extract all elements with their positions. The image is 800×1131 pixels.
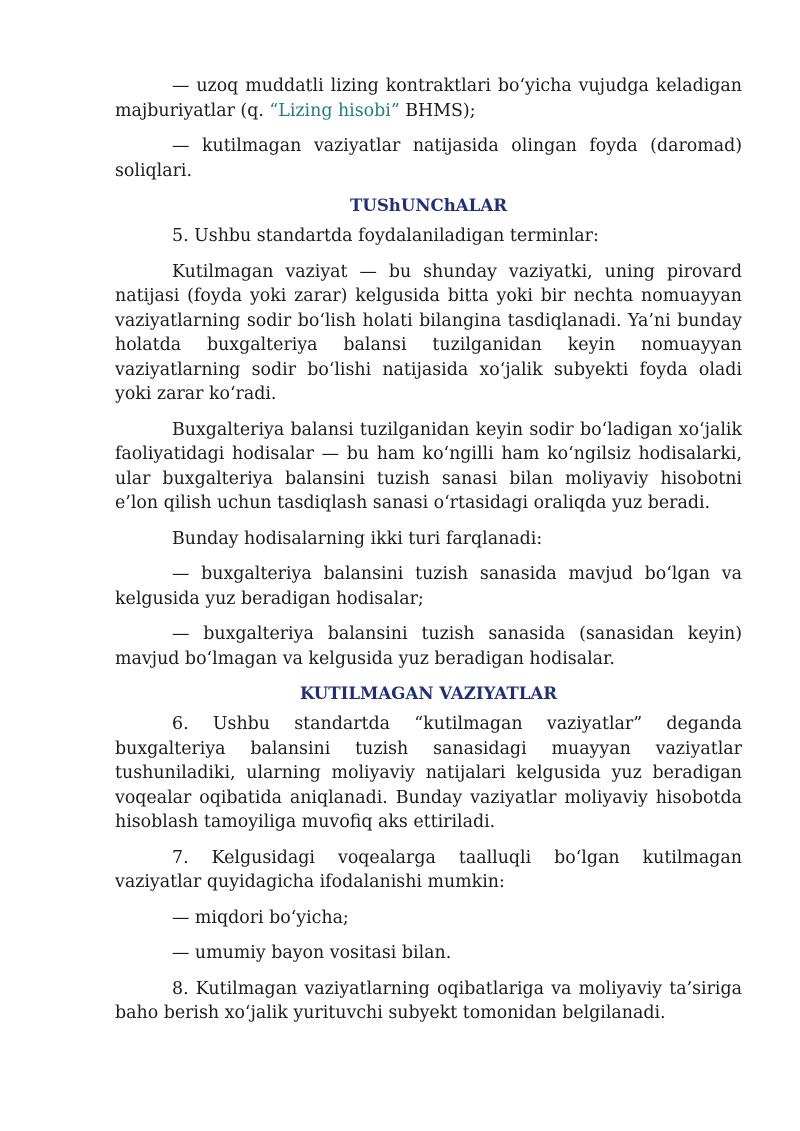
lizing-hisobi-link[interactable]: “Lizing hisobi” [269, 100, 400, 121]
paragraph-terms-intro: 5. Ushbu standartda foydalaniladigan terminlar: [172, 226, 599, 246]
paragraph-events-after-balance: Buxgalteriya balansi tuzilganidan keyin sodir bo‘ladigan xo‘jalik faoliyatidagi hodisalar — bu ham ko‘ngilli ham ko‘ngilsiz hodisalarki, ular buxgalteriya balansini tuzish sanasi bilan moliyaviy hisobotni e’lon qilish uchun tasdiqlash sanasi o‘rtasidagi oraliqda yuz beradi. [115, 419, 742, 513]
paragraph-definition-contingency: Kutilmagan vaziyat — bu shunday vaziyatki, uning pirovard natijasi (foyda yoki zarar) kelgusida bitta yoki bir nechta nomuayyan vaziyatlarning sodir bo‘lish holati bilangina tasdiqlanadi. Ya’ni bunday holatda buxgalteriya balansi tuzilganidan keyin nomuayyan vaziyatlarning sodir bo‘lishi natijasida xo‘jalik subyekti foyda oladi yoki zarar ko‘radi. [115, 261, 742, 404]
paragraph-text: — uzoq muddatli lizing kontraktlari bo‘yicha vujudga keladigan majburiyatlar (q. [115, 76, 742, 121]
paragraph-clause-6: 6. Ushbu standartda “kutilmagan vaziyatlar” deganda buxgalteriya balansini tuzish sanasidagi muayyan vaziyatlar tushuniladiki, ularning moliyaviy natijalari kelgusida yuz beradigan voqealar oqibatida aniqlanadi. Bunday vaziyatlar moliyaviy hisobotda hisoblash tamoyiliga muvofiq aks ettiriladi. [115, 714, 742, 832]
section-heading-kutilmagan-vaziyatlar: KUTILMAGAN VAZIYATLAR [299, 683, 558, 703]
paragraph-profit-taxes: — kutilmagan vaziyatlar natijasida olingan foyda (daromad) soliqlari. [115, 136, 742, 181]
paragraph-leasing-obligations [115, 74, 742, 123]
paragraph-two-types: Bunday hodisalarning ikki turi farqlanadi: [172, 528, 543, 549]
list-item-by-amount: — miqdori bo‘yicha; [172, 907, 349, 928]
paragraph-clause-8: 8. Kutilmagan vaziyatlarning oqibatlariga va moliyaviy ta’siriga baho berish xo‘jalik yurituvchi subyekt tomonidan belgilanadi. [115, 978, 742, 1023]
list-item-general-statement: — umumiy bayon vositasi bilan. [172, 943, 452, 963]
list-item-existing-events: — buxgalteriya balansini tuzish sanasida mavjud bo‘lgan va kelgusida yuz beradigan hodisalar; [115, 564, 742, 609]
paragraph-text: BHMS); [399, 100, 476, 121]
list-item-nonexisting-events: — buxgalteriya balansini tuzish sanasida (sanasidan keyin) mavjud bo‘lmagan va kelgusida yuz beradigan hodisalar. [115, 624, 742, 669]
section-heading-tushunchalar: TUShUNChALAR [350, 195, 507, 215]
paragraph-clause-7: 7. Kelgusidagi voqealarga taalluqli bo‘lgan kutilmagan vaziyatlar quyidagicha ifodalanishi mumkin: [115, 847, 742, 892]
